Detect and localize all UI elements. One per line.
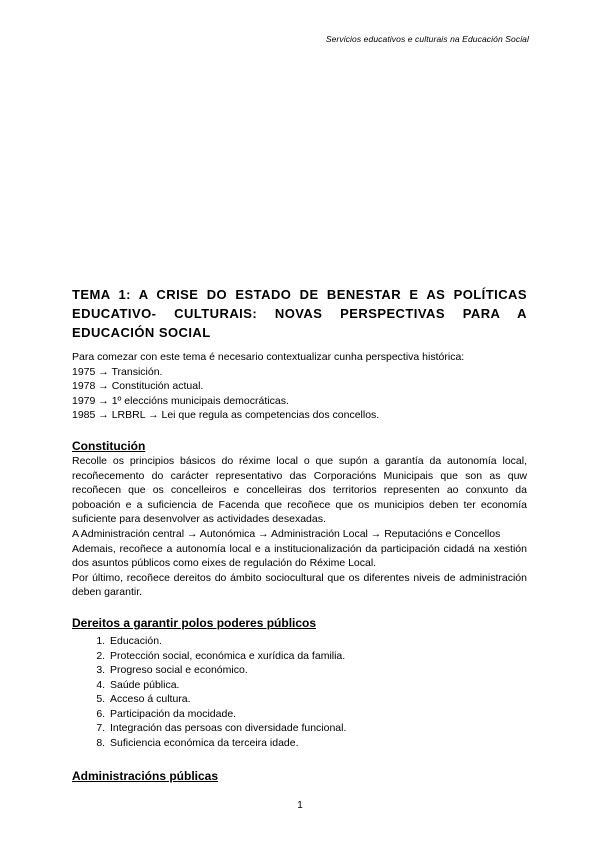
timeline-item: 1978 → Constitución actual. [72,380,204,393]
page-content [72,285,527,784]
list-item: 3. Progreso social e económico. [108,663,527,678]
list-item: 1. Educación. [108,634,527,649]
timeline [72,365,527,423]
intro [72,350,527,365]
paragraph: A Administración central → Autonómica → Administración Local → Reputacións e Concellos [72,527,501,540]
list-item: 5. Acceso á cultura. [108,692,527,707]
running-header: Servicios educativos e culturais na Educación Social [325,34,529,44]
list-item: 2. Protección social, económica e xurídica da familia. [108,649,527,664]
list-item: 6. Participación da mocidade. [108,707,527,722]
section-dereitos [72,616,527,751]
rights-list [72,634,527,751]
intro-text: Para comezar con este tema é necesario contextualizar cunha perspectiva histórica: [72,351,465,363]
timeline-item: 1985 → LRBRL → Lei que regula as competencias dos concellos. [72,409,380,422]
page-title: TEMA 1: A CRISE DO ESTADO DE BENESTAR E AS POLÍTICAS EDUCATIVO- CULTURAIS: NOVAS PERSPECTIVAS PARA A EDUCACIÓN SOCIAL [72,287,527,340]
page-number: 1 [297,800,303,811]
list-item: 4. Saúde pública. [108,678,527,693]
section-constitucion [72,439,527,600]
paragraph: Por último, recoñece dereitos do ámbito sociocultural que os diferentes niveis de administración deben garantir. [72,571,527,599]
timeline-item: 1979 → 1º eleccións municipais democráticas. [72,394,289,407]
section-heading-administracions: Administracións públicas [72,768,219,783]
paragraph: Recolle os principios básicos do réxime local o que supón a garantía da autonomía local, recoñecemento do carácter representativo das Corporacións Municipais que son as quw recoñecen que os concelleiros e concelleiras dos territorios representen ao conxunto da poboación e a suficiencia de Facenda que recoñece que os municipios deben ter economía suficiente para desenvolver as actividades desexadas. [72,454,527,526]
timeline-item: 1975 → Transición. [72,365,163,378]
paragraph: Ademais, recoñece a autonomía local e a institucionalización da participación cidadá na xestión dos asuntos públicos como eixes de regulación do Réxime Local. [72,542,527,570]
section-administracions [72,769,527,784]
section-heading-constitucion: Constitución [72,438,146,453]
list-item: 7. Integración das persoas con diversidade funcional. [108,721,527,736]
list-item: 8. Suficiencia económica da terceira idade. [108,736,527,751]
section-heading-dereitos: Dereitos a garantir polos poderes públicos [72,615,317,630]
